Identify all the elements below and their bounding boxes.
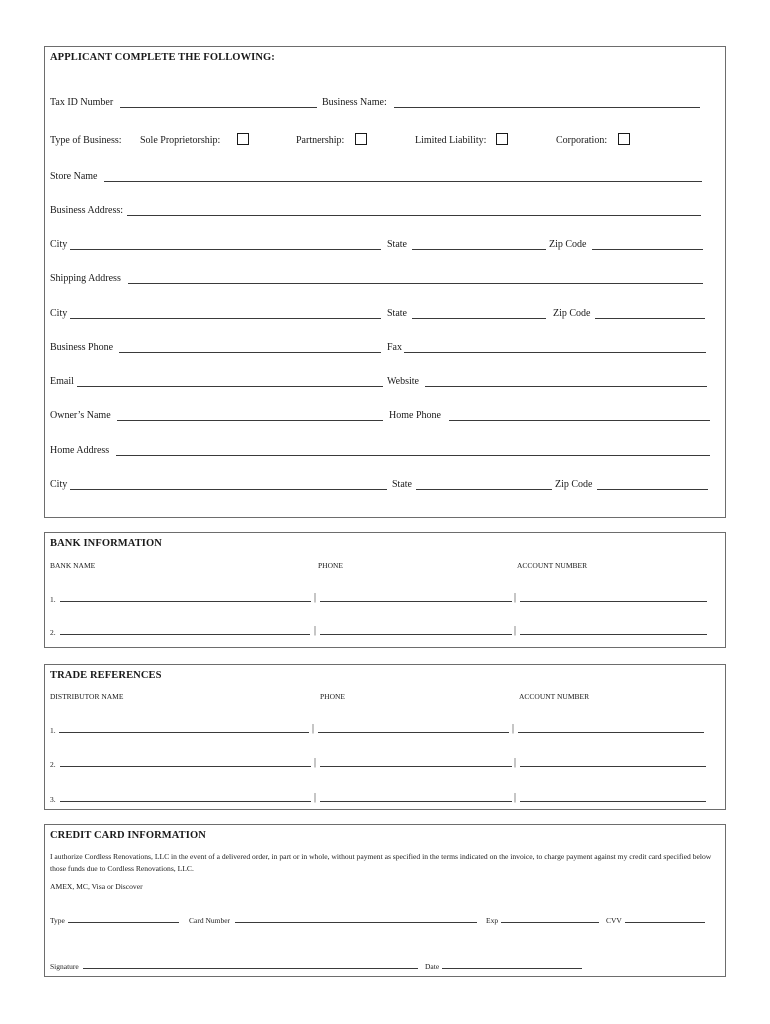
card-number-field[interactable] (235, 922, 477, 923)
trade-row-1-separator-2: | (512, 723, 515, 734)
home-zip-code-label: Zip Code (555, 479, 593, 490)
owners-name-label: Owner’s Name (50, 410, 111, 421)
state-field[interactable] (412, 249, 546, 250)
home-state-label: State (392, 479, 412, 490)
trade-phone-column-header: PHONE (320, 692, 346, 701)
bank-row-1-separator-2: | (514, 592, 517, 603)
city-label: City (50, 239, 68, 250)
trade-row-2-separator: | (314, 757, 317, 768)
bank-row-1-separator: | (314, 592, 317, 603)
card-type-field[interactable] (68, 922, 179, 923)
distributor-name-column-header: DISTRIBUTOR NAME (50, 692, 124, 701)
date-field[interactable] (442, 968, 582, 969)
home-city-field[interactable] (70, 489, 387, 490)
city-field[interactable] (70, 249, 381, 250)
home-zip-code-field[interactable] (597, 489, 708, 490)
trade-account-column-header: ACCOUNT NUMBER (519, 692, 590, 701)
bank-section (44, 532, 726, 648)
trade-row-3-phone-field[interactable] (320, 801, 512, 802)
partnership-label: Partnership: (296, 135, 345, 146)
email-label: Email (50, 376, 74, 387)
bank-row-2-phone-field[interactable] (320, 634, 512, 635)
trade-row-1-account-field[interactable] (518, 732, 704, 733)
sole-proprietorship-label: Sole Proprietorship: (140, 135, 221, 146)
card-number-label: Card Number (189, 916, 231, 925)
card-cvv-label: CVV (606, 916, 622, 925)
store-name-field[interactable] (104, 181, 702, 182)
tax-id-label: Tax ID Number (50, 97, 114, 108)
trade-references-heading: TRADE REFERENCES (50, 670, 162, 681)
zip-code-label: Zip Code (549, 239, 587, 250)
website-label: Website (387, 376, 419, 387)
signature-label: Signature (50, 962, 79, 971)
home-address-label: Home Address (50, 445, 110, 456)
trade-row-2-name-field[interactable] (60, 766, 311, 767)
trade-row-3-number: 3. (50, 795, 56, 804)
accepted-cards-text: AMEX, MC, Visa or Discover (50, 882, 143, 891)
bank-row-2-separator: | (314, 625, 317, 636)
shipping-state-label: State (387, 308, 407, 319)
store-name-label: Store Name (50, 171, 98, 182)
trade-row-3-account-field[interactable] (520, 801, 706, 802)
fax-field[interactable] (404, 352, 706, 353)
shipping-state-field[interactable] (412, 318, 546, 319)
home-phone-label: Home Phone (389, 410, 441, 421)
fax-label: Fax (387, 342, 402, 353)
bank-row-1-number: 1. (50, 595, 56, 604)
bank-name-column-header: BANK NAME (50, 561, 96, 570)
bank-row-1-phone-field[interactable] (320, 601, 512, 602)
home-address-field[interactable] (116, 455, 710, 456)
bank-row-2-account-field[interactable] (520, 634, 707, 635)
trade-row-2-account-field[interactable] (520, 766, 706, 767)
limited-liability-checkbox[interactable] (496, 133, 508, 145)
card-exp-label: Exp (486, 916, 499, 925)
partnership-checkbox[interactable] (355, 133, 367, 145)
trade-row-1-name-field[interactable] (59, 732, 309, 733)
trade-row-2-phone-field[interactable] (320, 766, 512, 767)
business-name-label: Business Name: (322, 97, 387, 108)
home-state-field[interactable] (416, 489, 552, 490)
business-phone-label: Business Phone (50, 342, 114, 353)
state-label: State (387, 239, 407, 250)
zip-code-field[interactable] (592, 249, 703, 250)
bank-phone-column-header: PHONE (318, 561, 344, 570)
credit-card-authorization-text: I authorize Cordless Renovations, LLC in the event of a delivered order, in part or in whole, without payment as specified in the terms indicated on the invoice, to charge payment against my credit card specified below those funds due to Cordless Renovations, LLC. (50, 852, 712, 873)
card-cvv-field[interactable] (625, 922, 705, 923)
shipping-zip-code-label: Zip Code (553, 308, 591, 319)
credit-card-heading: CREDIT CARD INFORMATION (50, 830, 206, 841)
card-type-label: Type (50, 916, 65, 925)
email-field[interactable] (77, 386, 383, 387)
trade-row-1-separator: | (312, 723, 315, 734)
applicant-section (44, 46, 726, 518)
bank-row-1-account-field[interactable] (520, 601, 707, 602)
trade-row-2-separator-2: | (514, 757, 517, 768)
bank-heading: BANK INFORMATION (50, 538, 162, 549)
business-address-label: Business Address: (50, 205, 124, 216)
home-city-label: City (50, 479, 68, 490)
trade-row-3-name-field[interactable] (60, 801, 311, 802)
shipping-city-label: City (50, 308, 68, 319)
shipping-address-field[interactable] (128, 283, 703, 284)
corporation-checkbox[interactable] (618, 133, 630, 145)
tax-id-field[interactable] (120, 107, 317, 108)
bank-account-column-header: ACCOUNT NUMBER (517, 561, 588, 570)
corporation-label: Corporation: (556, 135, 608, 146)
trade-row-2-number: 2. (50, 760, 56, 769)
business-name-field[interactable] (394, 107, 700, 108)
limited-liability-label: Limited Liability: (415, 135, 487, 146)
bank-row-1-name-field[interactable] (60, 601, 311, 602)
card-exp-field[interactable] (501, 922, 599, 923)
trade-row-3-separator: | (314, 792, 317, 803)
credit-card-section (44, 824, 726, 977)
shipping-zip-code-field[interactable] (595, 318, 705, 319)
applicant-heading: APPLICANT COMPLETE THE FOLLOWING: (50, 52, 275, 63)
bank-row-2-name-field[interactable] (60, 634, 310, 635)
trade-row-3-separator-2: | (514, 792, 517, 803)
type-of-business-label: Type of Business: (50, 135, 122, 146)
date-label: Date (425, 962, 440, 971)
bank-row-2-number: 2. (50, 628, 56, 637)
website-field[interactable] (425, 386, 707, 387)
trade-row-1-number: 1. (50, 726, 56, 735)
signature-field[interactable] (83, 968, 418, 969)
owners-name-field[interactable] (117, 420, 383, 421)
trade-row-1-phone-field[interactable] (318, 732, 509, 733)
bank-row-2-separator-2: | (514, 625, 517, 636)
shipping-address-label: Shipping Address (50, 273, 121, 284)
home-phone-field[interactable] (449, 420, 710, 421)
business-phone-field[interactable] (119, 352, 381, 353)
sole-proprietorship-checkbox[interactable] (237, 133, 249, 145)
business-address-field[interactable] (127, 215, 701, 216)
shipping-city-field[interactable] (70, 318, 381, 319)
trade-references-section (44, 664, 726, 810)
